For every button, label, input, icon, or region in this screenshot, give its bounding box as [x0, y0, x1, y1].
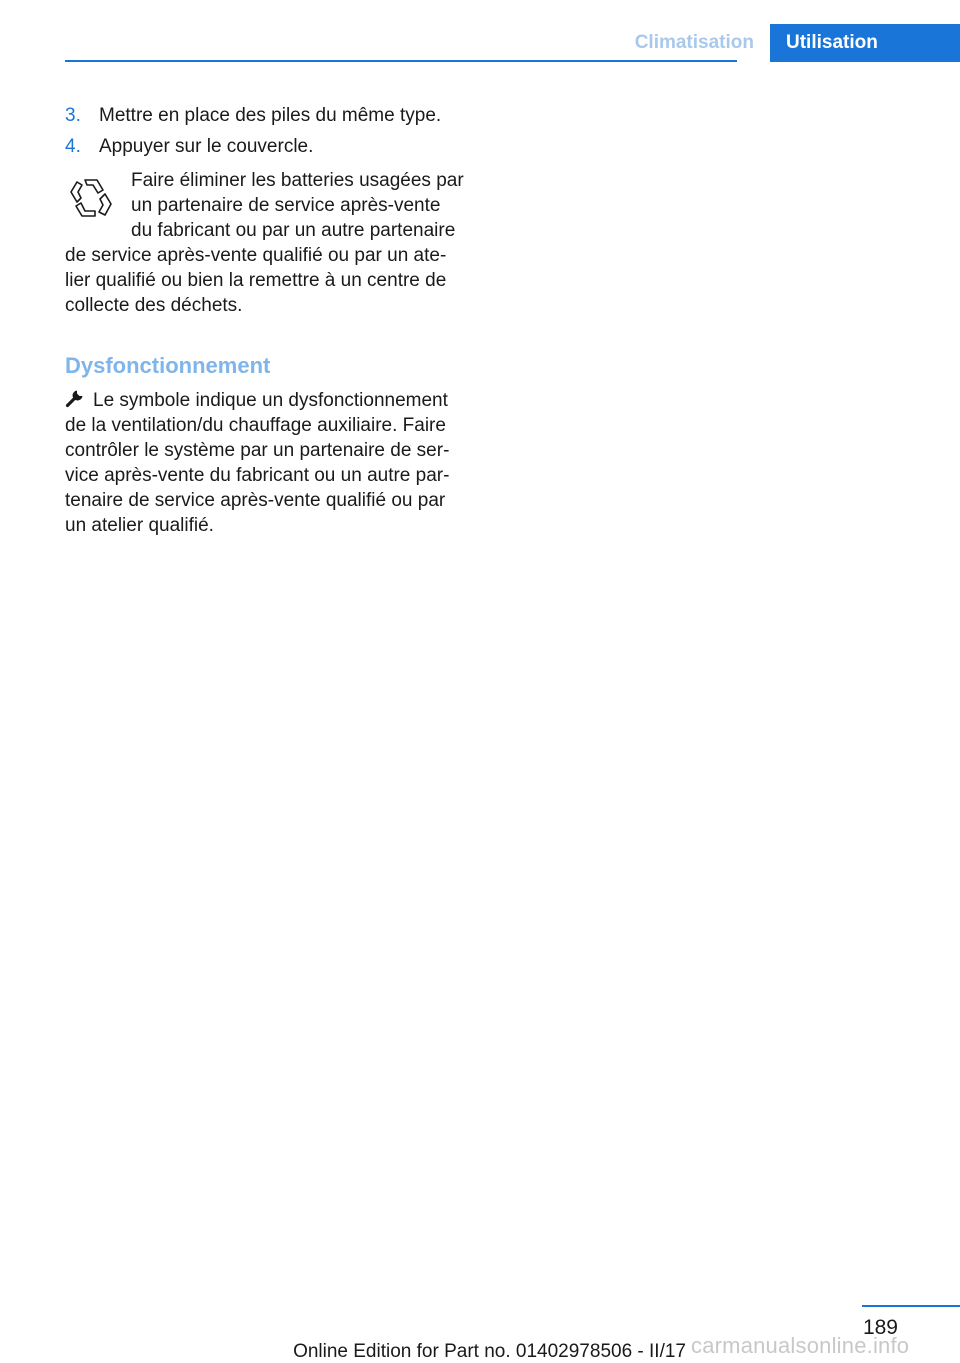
malfunction-line-1: [65, 388, 480, 413]
edition-text: Online Edition for Part no. 01402978506 - II/17: [293, 1341, 686, 1362]
recycle-line: un partenaire de service après-vente: [131, 195, 441, 216]
header-rule: [65, 60, 737, 62]
chapter-tab: Utilisation: [770, 24, 960, 62]
step-3: [65, 103, 480, 128]
step-number: 4.: [65, 136, 81, 157]
malfunction-line: vice après-vente du fabricant ou un autre par-: [65, 465, 450, 486]
malfunction-line: contrôler le système par un partenaire de ser-: [65, 440, 450, 461]
recycle-line: Faire éliminer les batteries usagées par: [131, 170, 464, 191]
watermark: carmanualsonline.info: [691, 1333, 910, 1358]
footer-rule: [862, 1305, 960, 1307]
malfunction-line: Le symbole indique un dysfonctionnement: [93, 390, 448, 411]
page-content: [65, 103, 480, 538]
step-text: Mettre en place des piles du même type.: [99, 105, 442, 126]
malfunction-line: un atelier qualifié.: [65, 515, 214, 536]
step-text: Appuyer sur le couvercle.: [99, 136, 314, 157]
malfunction-line: de la ventilation/du chauffage auxiliaire. Faire: [65, 415, 446, 436]
recycle-line: lier qualifié ou bien la remettre à un centre de: [65, 270, 447, 291]
header-tabs: [619, 24, 960, 62]
malfunction-text: [65, 388, 480, 538]
recycle-line: collecte des déchets.: [65, 295, 243, 316]
recycle-icon: [65, 172, 117, 224]
recycle-note: [65, 168, 480, 318]
wrench-icon: [65, 388, 85, 408]
step-4: [65, 134, 480, 159]
recycle-line: du fabricant ou par un autre partenaire: [131, 220, 456, 241]
page-number: 189: [862, 1316, 898, 1339]
section-tab: Climatisation: [619, 24, 770, 62]
section-heading: Dysfonctionnement: [65, 353, 271, 378]
step-number: 3.: [65, 105, 81, 126]
malfunction-line: tenaire de service après-vente qualifié ou par: [65, 490, 446, 511]
recycle-line: de service après-vente qualifié ou par un ate-: [65, 245, 447, 266]
